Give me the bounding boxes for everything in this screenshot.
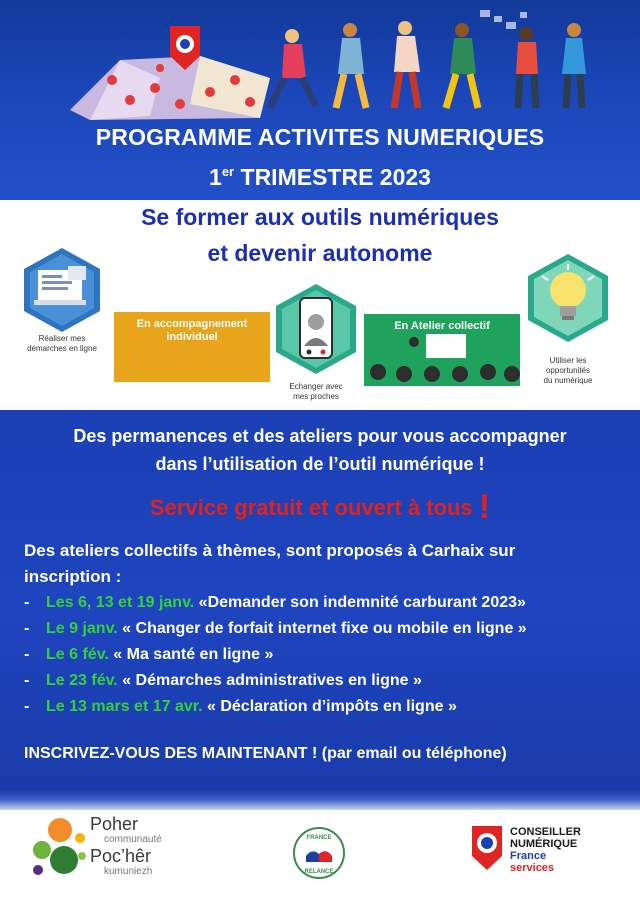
proches-caption: Echanger avec mes proches: [289, 382, 343, 401]
page-title: PROGRAMME ACTIVITES NUMERIQUES: [95, 124, 545, 150]
poher-logo-icon: [30, 816, 86, 882]
workshop-date: Le 13 mars et 17 avr.: [46, 698, 203, 715]
lightbulb-icon: [550, 272, 586, 308]
pocher-sub: kumuniezh: [104, 866, 153, 877]
proches-hex: [276, 284, 356, 379]
people-illustration: [270, 21, 586, 108]
accompagnement-banner: En accompagnement individuel: [114, 312, 270, 382]
workshop-title: « Changer de forfait internet fixe ou mobile en ligne »: [117, 620, 527, 637]
workshop-title: «Demander son indemnité carburant 2023»: [194, 594, 526, 611]
speech-bubbles-icon: [480, 10, 527, 29]
workshop-date: Les 6, 13 et 19 janv.: [46, 594, 195, 611]
conseiller-numerique-logo-icon: [470, 824, 504, 870]
workshop-item: - Le 6 fév. « Ma santé en ligne »: [24, 646, 274, 663]
svg-text:RELANCE: RELANCE: [304, 869, 334, 875]
atelier-banner: En Atelier collectif: [364, 314, 520, 386]
workshop-item: - Le 23 fév. « Démarches administratives en ligne »: [24, 672, 422, 689]
workshops-lead-line2: inscription :: [24, 567, 122, 586]
intro-line1: Des permanences et des ateliers pour vous accompagner: [73, 426, 567, 446]
demarches-caption: Réaliser mes démarches en ligne: [27, 334, 97, 353]
workshop-item: - Le 9 janv. « Changer de forfait internet fixe ou mobile en ligne »: [24, 620, 527, 637]
poher-name: Poher: [90, 814, 139, 834]
demarches-hex: [24, 248, 100, 337]
signup-call-to-action: INSCRIVEZ-VOUS DES MAINTENANT ! (par email ou téléphone): [24, 745, 507, 762]
workshop-title: « Déclaration d’impôts en ligne »: [202, 698, 457, 715]
workshop-date: Le 23 fév.: [46, 672, 118, 689]
intro-line2: dans l’utilisation de l’outil numérique !: [155, 454, 485, 474]
workshop-date: Le 6 fév.: [46, 646, 109, 663]
conseiller-line3: France: [510, 850, 547, 862]
workshop-date: Le 9 janv.: [46, 620, 118, 637]
conseiller-line1: CONSEILLER: [510, 826, 581, 838]
hero-illustration: [60, 8, 620, 120]
workshop-title: « Démarches administratives en ligne »: [117, 672, 422, 689]
workshops-lead-line1: Des ateliers collectifs à thèmes, sont proposés à Carhaix sur: [24, 541, 516, 560]
opportunites-hex: [528, 254, 608, 347]
conseiller-line2: NUMÉRIQUE: [510, 838, 578, 850]
workshop-item: - Les 6, 13 et 19 janv. «Demander son indemnité carburant 2023»: [24, 594, 526, 611]
free-service-headline: Service gratuit et ouvert à tous !: [149, 488, 491, 526]
tagline-line1: Se former aux outils numériques: [141, 204, 499, 230]
svg-text:FRANCE: FRANCE: [306, 835, 332, 841]
opportunites-caption: Utiliser les opportunités du numérique: [543, 356, 593, 385]
pocher-name: Poc’hêr: [90, 846, 152, 866]
workshop-item: - Le 13 mars et 17 avr. « Déclaration d’impôts en ligne »: [24, 698, 457, 715]
conseiller-line4: services: [510, 862, 555, 874]
workshop-title: « Ma santé en ligne »: [108, 646, 274, 663]
workshop-list: [24, 594, 527, 724]
france-relance-logo-icon: [292, 826, 346, 880]
footer-logos: [0, 810, 640, 908]
tagline-line2: et devenir autonome: [207, 240, 433, 266]
poher-sub: communauté: [104, 834, 162, 845]
page-subtitle-quarter: 1er TRIMESTRE 2023: [209, 164, 431, 190]
